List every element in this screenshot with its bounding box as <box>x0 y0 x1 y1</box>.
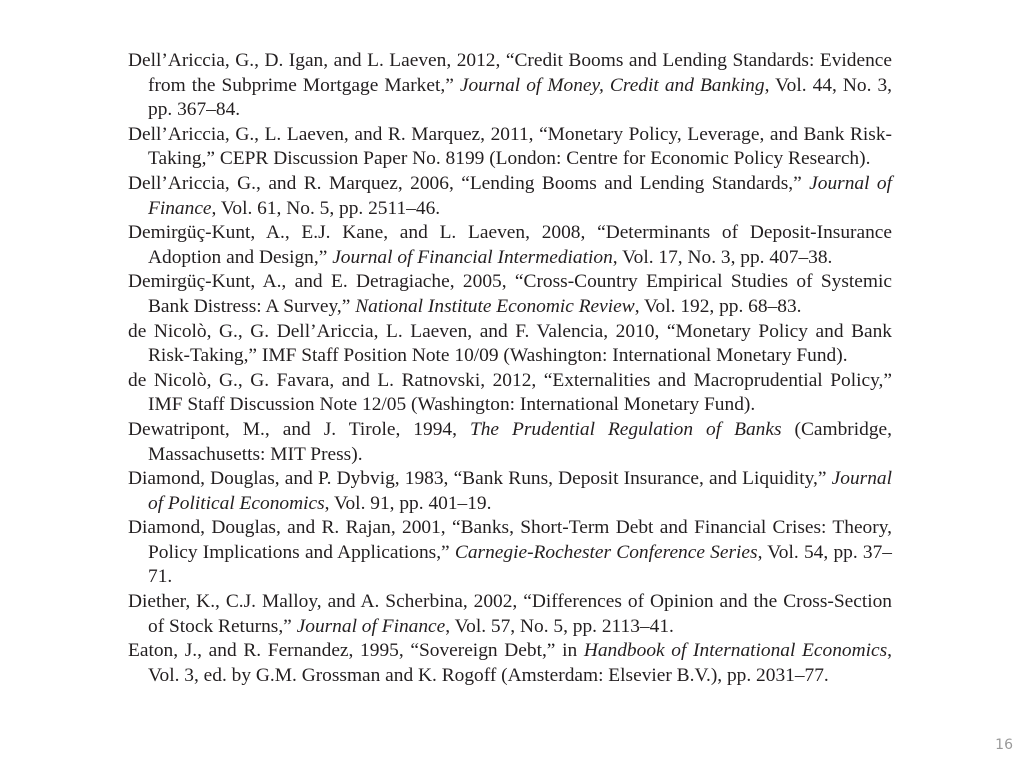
reference-text: Demirgüç-Kunt, A., E.J. Kane, and L. Laeven, 2008, “Determinants of Deposit-Insurance Adoption and Design,” <box>128 222 892 268</box>
reference-entry <box>128 467 892 516</box>
reference-text: , Vol. 3, ed. by G.M. Grossman and K. Rogoff (Amsterdam: Elsevier B.V.), pp. 2031–77. <box>148 640 892 686</box>
reference-text: Dell’Ariccia, G., and R. Marquez, 2006, “Lending Booms and Lending Standards,” <box>128 172 810 194</box>
reference-text: Eaton, J., and R. Fernandez, 1995, “Sovereign Debt,” in <box>128 640 584 662</box>
reference-text: Diamond, Douglas, and R. Rajan, 2001, “Banks, Short-Term Debt and Financial Crises: Theory, Policy Implications and Applications,” <box>128 517 892 563</box>
reference-italic-title: Journal of Finance <box>148 172 892 219</box>
reference-text: Demirgüç-Kunt, A., and E. Detragiache, 2005, “Cross-Country Empirical Studies of Systemic Bank Distress: A Survey,” <box>128 271 892 317</box>
reference-entry <box>128 172 892 221</box>
reference-list <box>128 49 892 688</box>
reference-entry <box>128 590 892 639</box>
reference-entry <box>128 320 892 369</box>
reference-text: Dewatripont, M., and J. Tirole, 1994, <box>128 418 470 440</box>
reference-entry <box>128 418 892 467</box>
reference-italic-title: Journal of Political Economics <box>148 468 892 514</box>
reference-entry <box>128 516 892 590</box>
reference-italic-title: Carnegie-Rochester Conference Series <box>454 541 758 563</box>
reference-entry <box>128 639 892 688</box>
reference-text: de Nicolò, G., G. Favara, and L. Ratnovski, 2012, “Externalities and Macroprudential Policy,” IMF Staff Discussion Note 12/05 (Washington: International Monetary Fund). <box>128 369 892 416</box>
reference-entry <box>128 49 892 123</box>
reference-text: Dell’Ariccia, G., D. Igan, and L. Laeven, 2012, “Credit Booms and Lending Standards: Evidence from the Subprime Mortgage Market,” <box>128 50 892 96</box>
reference-italic-title: Journal of Money, Credit and Banking <box>459 74 765 96</box>
reference-text: , Vol. 61, No. 5, pp. 2511–46. <box>211 197 441 219</box>
reference-italic-title: Handbook of International Economics <box>583 640 888 662</box>
reference-italic-title: The Prudential Regulation of Banks <box>469 418 782 440</box>
page-number: 16 <box>995 737 1013 753</box>
reference-text: de Nicolò, G., G. Dell’Ariccia, L. Laeven, and F. Valencia, 2010, “Monetary Policy and Bank Risk-Taking,” IMF Staff Position Note 10/09 (Washington: International Monetary Fund). <box>128 320 892 367</box>
reference-italic-title: Journal of Financial Intermediation <box>332 246 613 268</box>
reference-text: , Vol. 192, pp. 68–83. <box>634 295 802 317</box>
reference-entry <box>128 221 892 270</box>
reference-text: Dell’Ariccia, G., L. Laeven, and R. Marquez, 2011, “Monetary Policy, Leverage, and Bank Risk-Taking,” CEPR Discussion Paper No. 8199 (London: Centre for Economic Policy Research). <box>128 123 892 170</box>
reference-text: , Vol. 54, pp. 37–71. <box>148 541 892 588</box>
reference-text: (Cambridge, Massachusetts: MIT Press). <box>148 418 892 465</box>
reference-text: , Vol. 91, pp. 401–19. <box>324 492 492 514</box>
reference-entry <box>128 270 892 319</box>
reference-text: , Vol. 57, No. 5, pp. 2113–41. <box>445 615 674 637</box>
reference-text: Diether, K., C.J. Malloy, and A. Scherbina, 2002, “Differences of Opinion and the Cross-Section of Stock Returns,” <box>128 591 892 637</box>
reference-text: , Vol. 17, No. 3, pp. 407–38. <box>612 246 833 268</box>
reference-text: , Vol. 44, No. 3, pp. 367–84. <box>148 74 893 121</box>
reference-italic-title: National Institute Economic Review <box>355 295 635 317</box>
reference-entry <box>128 369 892 418</box>
reference-italic-title: Journal of Finance <box>296 615 446 637</box>
reference-text: Diamond, Douglas, and P. Dybvig, 1983, “Bank Runs, Deposit Insurance, and Liquidity,” <box>128 468 832 490</box>
reference-entry <box>128 123 892 172</box>
